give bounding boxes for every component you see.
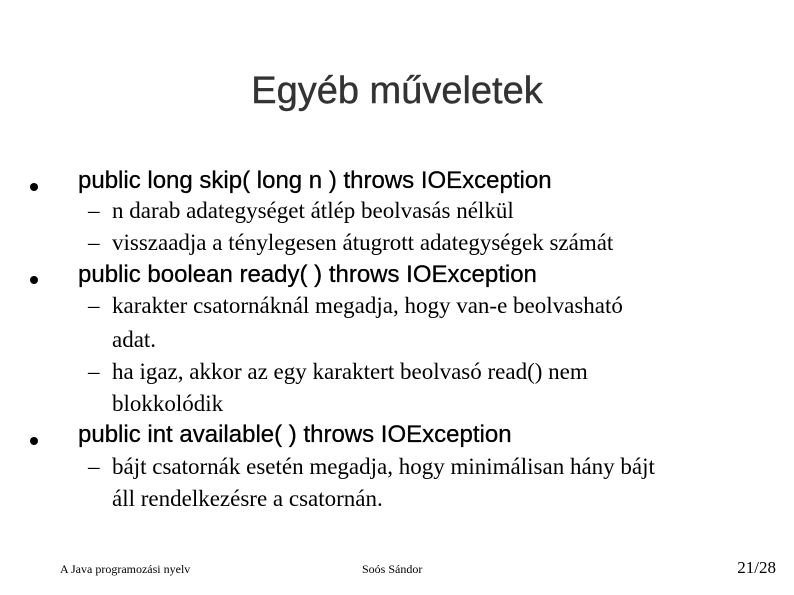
sub-bullet-item: n darab adategységet átlép beolvasás nélkül bbox=[112, 198, 514, 223]
sub-bullet-continuation: blokkolódik bbox=[112, 391, 224, 416]
sub-bullet-item: bájt csatornák esetén megadja, hogy minimálisan hány bájt bbox=[112, 454, 655, 479]
bullet-icon bbox=[30, 183, 38, 191]
sub-bullet-item: ha igaz, akkor az egy karaktert beolvasó read() nem bbox=[112, 359, 588, 384]
bullet-item: public long skip( long n ) throws IOException bbox=[78, 167, 552, 194]
sub-bullet-item: visszaadja a ténylegesen átugrott adategységek számát bbox=[112, 230, 614, 255]
sub-bullet-continuation: adat. bbox=[112, 327, 157, 352]
dash-icon: – bbox=[88, 454, 100, 479]
footer-author: Soós Sándor bbox=[362, 562, 423, 576]
bullet-icon bbox=[30, 437, 38, 445]
dash-icon: – bbox=[88, 359, 100, 384]
footer-course-title: A Java programozási nyelv bbox=[60, 562, 191, 576]
slide-title: Egyéb műveletek bbox=[251, 70, 543, 112]
dash-icon: – bbox=[88, 198, 100, 223]
bullet-item: public boolean ready( ) throws IOException bbox=[78, 261, 537, 288]
sub-bullet-item: karakter csatornáknál megadja, hogy van-e beolvasható bbox=[112, 293, 623, 318]
dash-icon: – bbox=[88, 293, 100, 318]
page-number: 21/28 bbox=[737, 558, 776, 577]
dash-icon: – bbox=[88, 230, 100, 255]
bullet-item: public int available( ) throws IOException bbox=[78, 421, 512, 448]
bullet-icon bbox=[30, 276, 38, 284]
sub-bullet-continuation: áll rendelkezésre a csatornán. bbox=[112, 486, 383, 511]
